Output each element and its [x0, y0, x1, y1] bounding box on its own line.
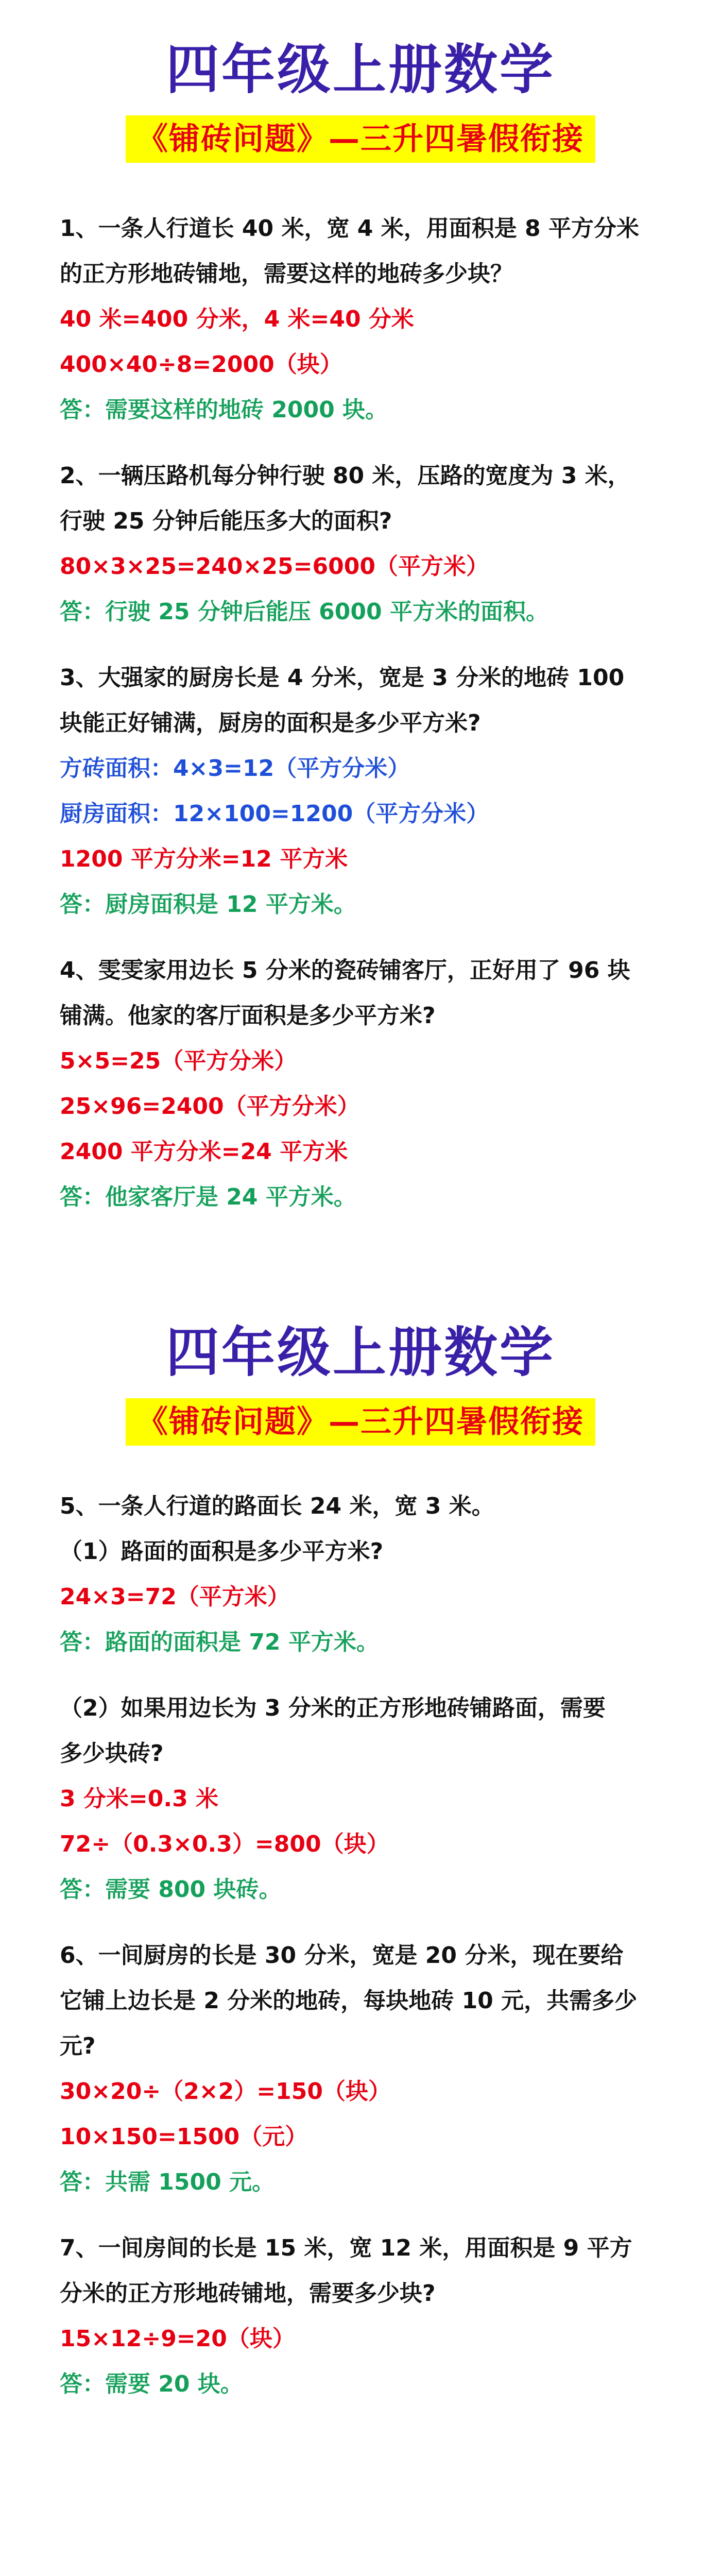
question-text: 的正方形地砖铺地，需要这样的地砖多少块？ [60, 261, 513, 287]
question-text: 2、一辆压路机每分钟行驶 80 米，压路的宽度为 3 米， [60, 463, 630, 489]
answer-text: 答：路面的面积是 72 平方米。 [60, 1629, 379, 1655]
section-header-2 [0, 1319, 721, 1446]
question-text: 1、一条人行道长 40 米，宽 4 米，用面积是 8 平方分米 [60, 215, 639, 242]
solution-step: 72÷（0.3×0.3）=800（块） [60, 1831, 389, 1857]
solution-step: 1200 平方分米=12 平方米 [60, 846, 348, 872]
answer-text: 答：厨房面积是 12 平方米。 [60, 891, 356, 918]
page-subtitle: 《铺砖问题》—三升四暑假衔接 [126, 115, 595, 163]
question-text: 元? [60, 2033, 96, 2059]
question-text: （1）路面的面积是多少平方米? [60, 1538, 384, 1565]
solution-step: 2400 平方分米=24 平方米 [60, 1139, 348, 1165]
solution-step: 80×3×25=240×25=6000（平方米） [60, 553, 489, 580]
solution-step: 厨房面积：12×100=1200（平方分米） [60, 801, 489, 827]
question-text: （2）如果用边长为 3 分米的正方形地砖铺路面，需要 [60, 1695, 606, 1721]
question-text: 铺满。他家的客厅面积是多少平方米? [60, 1003, 436, 1029]
question-text: 5、一条人行道的路面长 24 米，宽 3 米。 [60, 1493, 494, 1519]
solution-step: 25×96=2400（平方分米） [60, 1093, 360, 1120]
question-text: 3、大强家的厨房长是 4 分米，宽是 3 分米的地砖 100 [60, 665, 625, 691]
solution-step: 方砖面积：4×3=12（平方分米） [60, 755, 410, 782]
solution-step: 400×40÷8=2000（块） [60, 351, 342, 378]
question-text: 分米的正方形地砖铺地，需要多少块? [60, 2280, 436, 2307]
section-header-1 [0, 36, 721, 163]
question-text: 4、雯雯家用边长 5 分米的瓷砖铺客厅，正好用了 96 块 [60, 957, 630, 984]
answer-text: 答：共需 1500 元。 [60, 2169, 275, 2195]
solution-step: 3 分米=0.3 米 [60, 1786, 219, 1812]
solution-step: 10×150=1500（元） [60, 2124, 308, 2150]
page-title: 四年级上册数学 [165, 1321, 555, 1384]
answer-text: 答：需要 800 块砖。 [60, 1876, 282, 1903]
problem-block-5-7 [60, 1484, 678, 2407]
solution-step: 15×12÷9=20（块） [60, 2326, 295, 2352]
question-text: 块能正好铺满，厨房的面积是多少平方米? [60, 710, 481, 736]
page-title: 四年级上册数学 [165, 38, 555, 101]
answer-text: 答：行驶 25 分钟后能压 6000 平方米的面积。 [60, 599, 548, 625]
question-text: 6、一间厨房的长是 30 分米，宽是 20 分米，现在要给 [60, 1942, 624, 1969]
answer-text: 答：他家客厅是 24 平方米。 [60, 1184, 356, 1210]
question-text: 多少块砖? [60, 1740, 164, 1767]
question-text: 7、一间房间的长是 15 米，宽 12 米，用面积是 9 平方 [60, 2235, 632, 2261]
solution-step: 30×20÷（2×2）=150（块） [60, 2078, 391, 2105]
answer-text: 答：需要这样的地砖 2000 块。 [60, 397, 388, 423]
question-text: 行驶 25 分钟后能压多大的面积? [60, 508, 392, 534]
answer-text: 答：需要 20 块。 [60, 2371, 243, 2397]
problem-block-1-4 [60, 206, 678, 1220]
question-text: 它铺上边长是 2 分米的地砖，每块地砖 10 元，共需多少 [60, 1988, 638, 2014]
solution-step: 5×5=25（平方分米） [60, 1048, 297, 1074]
solution-step: 40 米=400 分米，4 米=40 分米 [60, 306, 414, 332]
page-subtitle: 《铺砖问题》—三升四暑假衔接 [126, 1398, 595, 1446]
solution-step: 24×3=72（平方米） [60, 1584, 290, 1610]
